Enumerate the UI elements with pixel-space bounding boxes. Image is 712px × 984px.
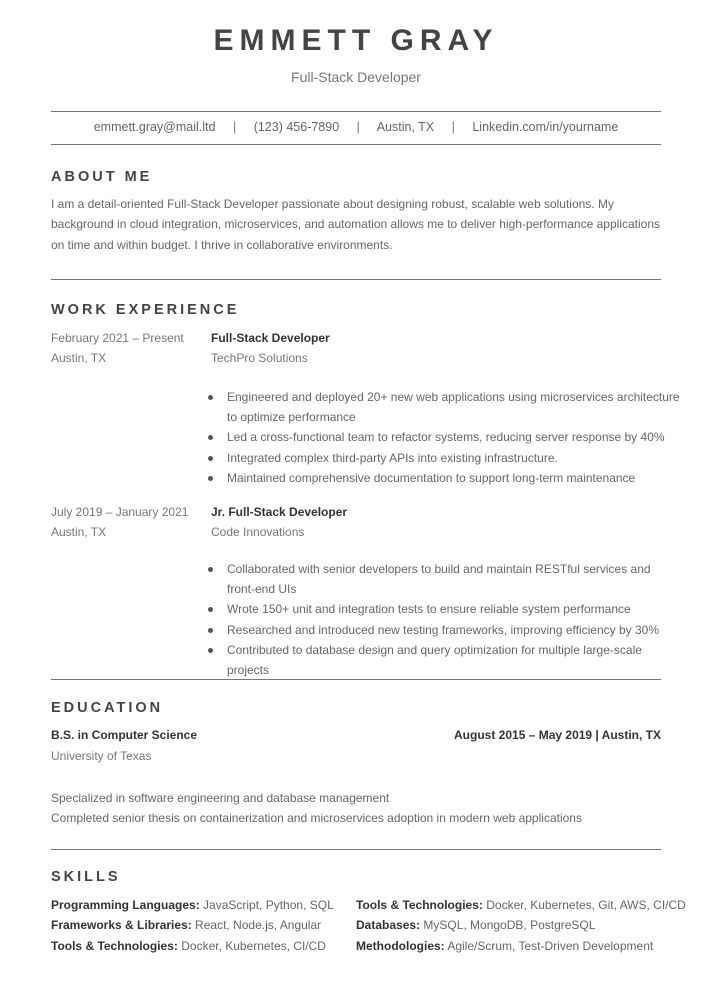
skills-heading: SKILLS — [51, 869, 121, 885]
job-location: Austin, TX — [51, 525, 107, 539]
job-location: Austin, TX — [51, 351, 107, 365]
education-detail: Completed senior thesis on containerization and microservices adoption in modern web applications — [51, 811, 582, 825]
degree: B.S. in Computer Science — [51, 728, 198, 742]
job-title: Full-Stack Developer — [291, 69, 421, 85]
list-item: Maintained comprehensive documentation to support long-term maintenance — [210, 468, 680, 488]
divider — [51, 849, 661, 850]
job-title: Full-Stack Developer — [211, 331, 330, 345]
job-title: Jr. Full-Stack Developer — [211, 505, 348, 519]
divider — [51, 111, 661, 112]
job-company: TechPro Solutions — [211, 351, 308, 365]
job-bullets — [210, 387, 680, 488]
divider — [51, 279, 661, 280]
contact-line: emmett.gray@mail.ltd | (123) 456-7890 | Austin, TX | Linkedin.com/in/yourname — [93, 120, 619, 134]
divider — [51, 679, 661, 680]
list-item: Collaborated with senior developers to build and maintain RESTful services and front-end UIs — [210, 559, 680, 599]
education-detail: Specialized in software engineering and database management — [51, 791, 390, 805]
skills-column-right — [356, 895, 686, 956]
location-text: Austin, TX — [376, 120, 435, 134]
divider — [51, 144, 661, 145]
skill-row: Tools & Technologies: Docker, Kubernetes, CI/CD — [51, 938, 326, 953]
skill-row: Databases: MySQL, MongoDB, PostgreSQL — [356, 918, 596, 933]
about-text: I am a detail-oriented Full-Stack Developer passionate about designing robust, scalable web solutions. My background in cloud integration, microservices, and automation allows me to deliver high-performance applications on time and within budget. I thrive in collaborative environments. — [51, 197, 660, 252]
skill-row: Methodologies: Agile/Scrum, Test-Driven Development — [356, 938, 654, 953]
job-company: Code Innovations — [211, 525, 305, 539]
list-item: Integrated complex third-party APIs into existing infrastructure. — [210, 448, 680, 468]
education-heading: EDUCATION — [51, 700, 164, 716]
school: University of Texas — [51, 749, 152, 763]
job-dates: February 2021 – Present — [51, 331, 184, 345]
phone-text: (123) 456-7890 — [253, 120, 340, 134]
list-item: Wrote 150+ unit and integration tests to ensure reliable system performance — [210, 599, 680, 619]
linkedin-link[interactable]: Linkedin.com/in/yourname — [472, 120, 619, 134]
experience-heading: WORK EXPERIENCE — [51, 302, 240, 318]
skills-column-left — [51, 895, 334, 956]
job-dates: July 2019 – January 2021 — [51, 505, 189, 519]
list-item: Led a cross-functional team to refactor systems, reducing server response by 40% — [210, 427, 680, 447]
job-bullets — [210, 559, 680, 680]
education-dates: August 2015 – May 2019 | Austin, TX — [454, 728, 661, 742]
list-item: Researched and introduced new testing frameworks, improving efficiency by 30% — [210, 620, 680, 640]
about-heading: ABOUT ME — [51, 169, 153, 185]
email-text[interactable]: emmett.gray@mail.ltd — [93, 120, 216, 134]
list-item: Contributed to database design and query optimization for multiple large-scale projects — [210, 640, 680, 680]
list-item: Engineered and deployed 20+ new web applications using microservices architecture to optimize performance — [210, 387, 680, 427]
skill-row: Frameworks & Libraries: React, Node.js, Angular — [51, 918, 322, 933]
skill-row: Programming Languages: JavaScript, Python, SQL — [51, 898, 334, 912]
resume-name: EMMETT GRAY — [213, 24, 499, 57]
skill-row: Tools & Technologies: Docker, Kubernetes, Git, AWS, CI/CD — [356, 898, 686, 912]
